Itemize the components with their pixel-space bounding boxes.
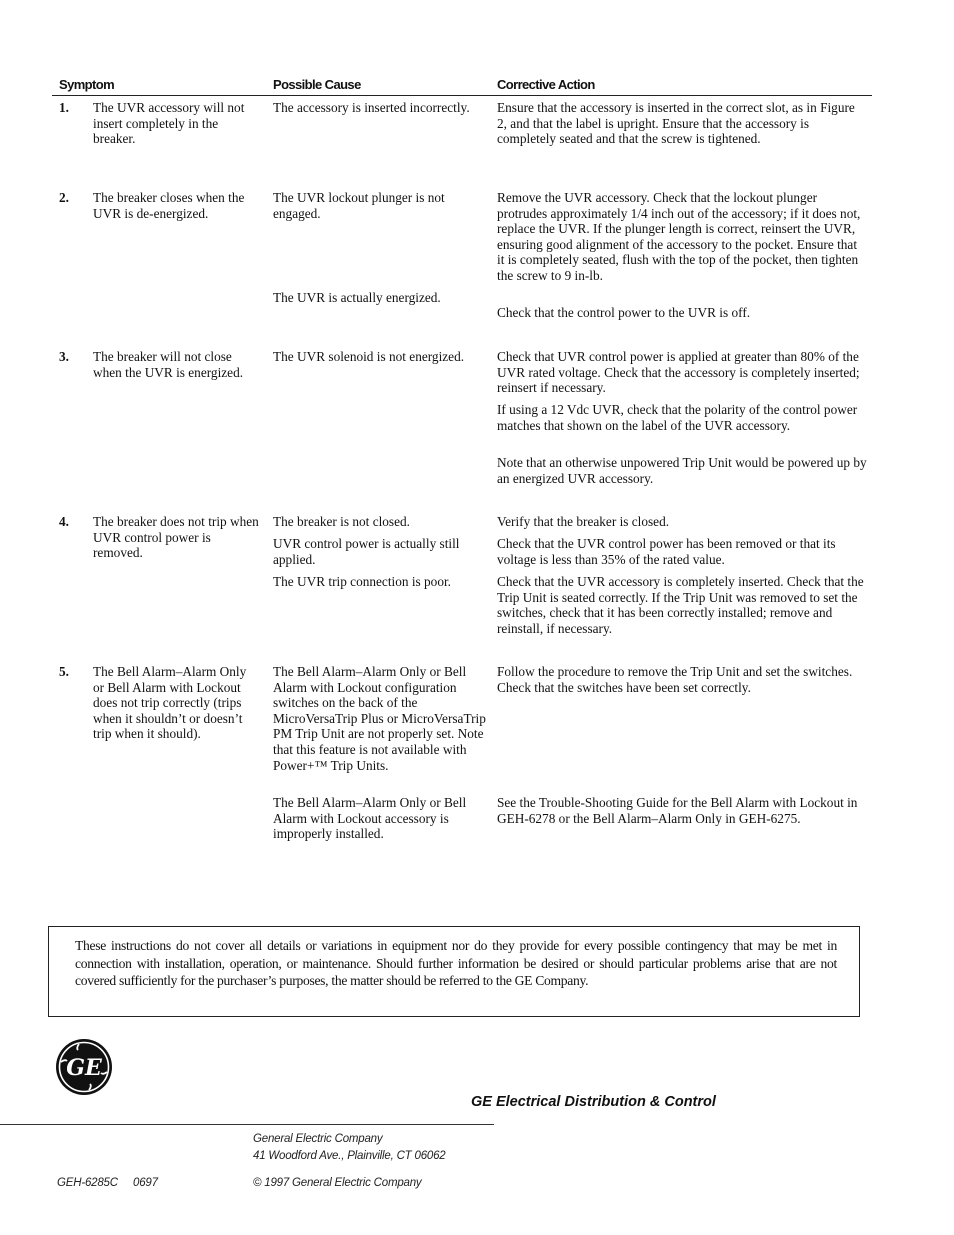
action-text: Check that the control power to the UVR is off. xyxy=(497,305,751,320)
header-possible-cause: Possible Cause xyxy=(273,77,361,92)
action-text: See the Trouble-Shooting Guide for the Bell Alarm with Lockout in GEH-6278 or the Bell Alarm–Alarm Only in GEH-6275. xyxy=(497,795,858,826)
action-text: Remove the UVR accessory. Check that the lockout plunger protrudes approximately 1/4 inch out of the accessory; if it does not, replace the UVR. If the plunger length is correct, reinsert the UVR, ensuring good alignment of the accessory to the pocket. Ensure that it is completely seated, flush with the top of the pocket, then tighten the screw to 9 in-lb. xyxy=(497,190,861,283)
cause-text: The UVR trip connection is poor. xyxy=(273,574,452,589)
row-number: 2. xyxy=(59,190,69,205)
table-header xyxy=(52,77,872,96)
ge-logo-icon xyxy=(55,1038,113,1096)
symptom-text: The breaker will not close when the UVR is energized. xyxy=(93,349,244,380)
symptom-text: The breaker closes when the UVR is de-energized. xyxy=(93,190,245,221)
brand-name: GE Electrical Distribution & Control xyxy=(471,1094,716,1110)
footer-doc-number: GEH-6285C xyxy=(57,1177,118,1189)
footer-date-code: 0697 xyxy=(133,1177,158,1189)
row-number: 5. xyxy=(59,664,69,679)
cause-text: The UVR solenoid is not energized. xyxy=(273,349,465,364)
footer-address: 41 Woodford Ave., Plainville, CT 06062 xyxy=(253,1150,446,1162)
cause-text: The UVR lockout plunger is not engaged. xyxy=(273,190,445,221)
action-text: Note that an otherwise unpowered Trip Unit would be powered up by an energized UVR accessory. xyxy=(497,455,867,486)
cause-text: The accessory is inserted incorrectly. xyxy=(273,100,470,115)
action-text: Check that the UVR control power has been removed or that its voltage is less than 35% of the rated value. xyxy=(497,536,836,567)
action-text: Check that UVR control power is applied at greater than 80% of the UVR rated voltage. Check that the accessory is completely inserted; reinsert if necessary. xyxy=(497,349,860,396)
footer-copyright: © 1997 General Electric Company xyxy=(253,1177,422,1189)
cause-text: The UVR is actually energized. xyxy=(273,290,441,305)
header-symptom: Symptom xyxy=(59,77,115,92)
cause-text: UVR control power is actually still applied. xyxy=(273,536,460,567)
action-text: Follow the procedure to remove the Trip Unit and set the switches. Check that the switches have been set correctly. xyxy=(497,664,853,695)
cause-text: The breaker is not closed. xyxy=(273,514,410,529)
cause-text: The Bell Alarm–Alarm Only or Bell Alarm with Lockout configuration switches on the back of the MicroVersaTrip Plus or MicroVersaTrip PM Trip Unit are not properly set. Note that this feature is not available with Power+™ Trip Units. xyxy=(273,664,486,773)
symptom-text: The breaker does not trip when UVR control power is removed. xyxy=(93,514,259,561)
action-text: Check that the UVR accessory is completely inserted. Check that the Trip Unit is seated correctly. If the Trip Unit was removed to set the switches, check that it has been correctly installed; remove and reinstall, if necessary. xyxy=(497,574,864,636)
disclaimer-text: These instructions do not cover all details or variations in equipment nor do they provide for every possible contingency that may be met in connection with installation, operation, or maintenance. Should further information be desired or should particular problems arise that are not covered sufficiently for the purchaser’s purposes, the matter should be referred to the GE Company. xyxy=(75,938,837,988)
row-number: 1. xyxy=(59,100,69,115)
row-number: 4. xyxy=(59,514,69,529)
symptom-text: The Bell Alarm–Alarm Only or Bell Alarm with Lockout does not trip correctly (trips when it shouldn’t or doesn’t trip when it should). xyxy=(93,664,247,742)
row-number: 3. xyxy=(59,349,69,364)
action-text: If using a 12 Vdc UVR, check that the polarity of the control power matches that shown on the label of the UVR accessory. xyxy=(497,402,858,433)
cause-text: The Bell Alarm–Alarm Only or Bell Alarm with Lockout accessory is improperly installed. xyxy=(273,795,467,842)
ge-logo-text: GE xyxy=(66,1055,102,1081)
disclaimer-box xyxy=(48,926,860,1017)
symptom-text: The UVR accessory will not insert completely in the breaker. xyxy=(93,100,245,147)
footer-divider xyxy=(0,1124,494,1125)
action-text: Ensure that the accessory is inserted in the correct slot, as in Figure 2, and that the label is upright. Ensure that the accessory is completely seated and that the screw is tightened. xyxy=(497,100,855,147)
action-text: Verify that the breaker is closed. xyxy=(497,514,670,529)
footer-company: General Electric Company xyxy=(253,1133,383,1145)
header-corrective-action: Corrective Action xyxy=(497,77,595,92)
